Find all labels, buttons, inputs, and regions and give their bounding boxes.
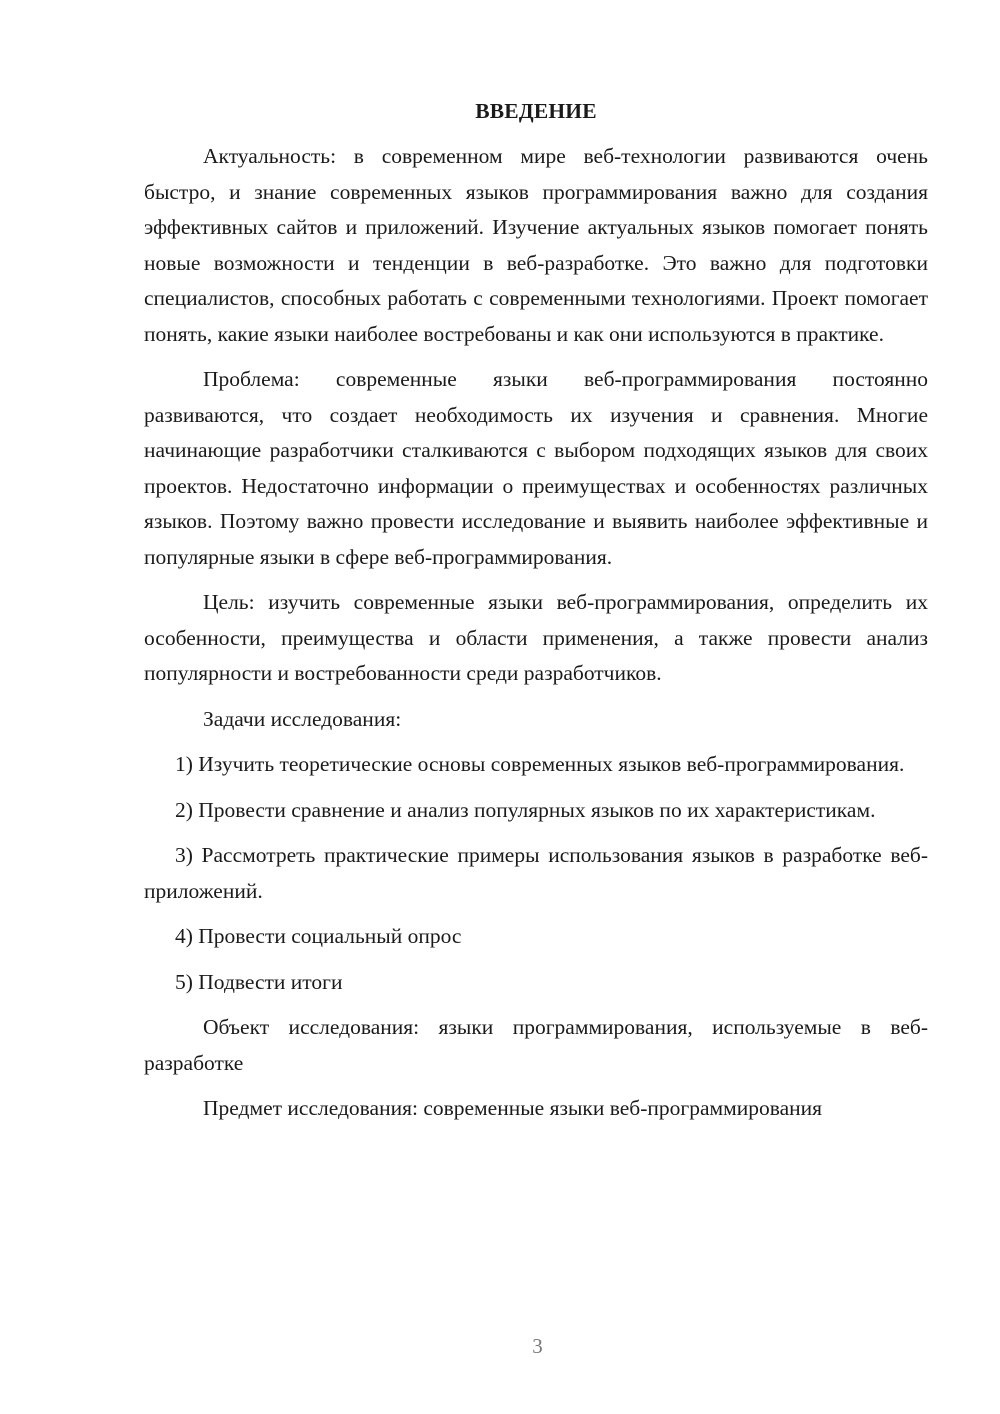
problem-paragraph: Проблема: современные языки веб-программирования постоянно развиваются, что создает необходимость их изучения и сравнения. Многие начинающие разработчики сталкиваются с выбором подходящих языков для своих проектов. Недостаточно информации о преимуществах и особенностях различных языков. Поэтому важно провести исследование и выявить наиболее эффективные и популярные языки в сфере веб-программирования.	[144, 367, 928, 569]
tasks-title: Задачи исследования:	[203, 706, 402, 731]
task-item-4: 4) Провести социальный опрос	[175, 924, 462, 948]
relevance-paragraph: Актуальность: в современном мире веб-технологии развиваются очень быстро, и знание современных языков программирования важно для создания эффективных сайтов и приложений. Изучение актуальных языков помогает понять новые возможности и тенденции в веб-разработке. Это важно для подготовки специалистов, способных работать с современными технологиями. Проект помогает понять, какие языки наиболее востребованы и как они используются в практике.	[144, 144, 928, 346]
document-page	[144, 94, 928, 1127]
object-paragraph: Объект исследования: языки программирования, используемые в веб-разработке	[144, 1015, 928, 1075]
task-item-2: 2) Провести сравнение и анализ популярных языков по их характеристикам.	[175, 797, 876, 822]
goal-paragraph: Цель: изучить современные языки веб-программирования, определить их особенности, преимущества и области применения, а также провести анализ популярности и востребованности среди разработчиков.	[144, 590, 928, 685]
section-heading: ВВЕДЕНИЕ	[475, 99, 597, 123]
task-item-1: 1) Изучить теоретические основы современных языков веб-программирования.	[175, 752, 905, 776]
subject-paragraph: Предмет исследования: современные языки веб-программирования	[203, 1096, 823, 1120]
task-item-3: 3) Рассмотреть практические примеры использования языков в разработке веб-приложений.	[144, 843, 928, 903]
page-number: 3	[532, 1334, 543, 1358]
task-item-5: 5) Подвести итоги	[175, 969, 343, 994]
